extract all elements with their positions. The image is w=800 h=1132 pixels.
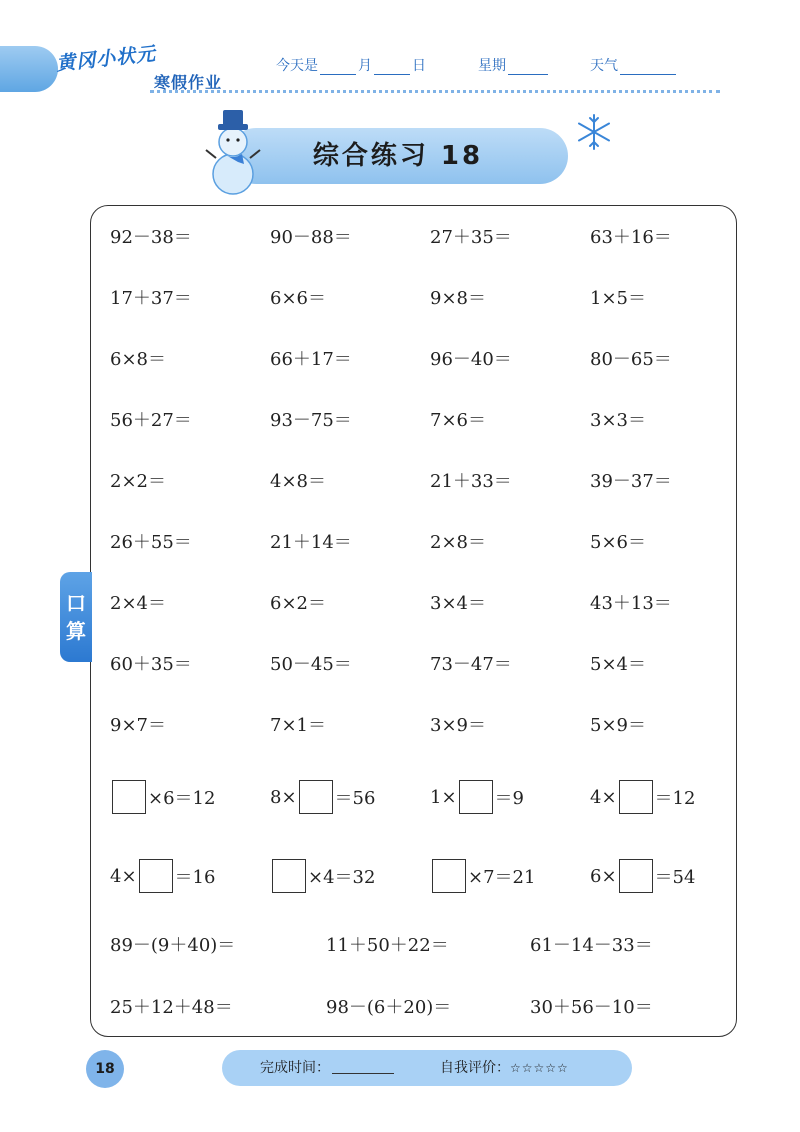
box-problem xyxy=(590,858,695,894)
answer-box[interactable] xyxy=(272,859,306,893)
problem: 26＋55＝ xyxy=(110,532,192,553)
problem: 3×9＝ xyxy=(430,715,486,736)
problem: 4×8＝ xyxy=(270,471,326,492)
brand-name: 黄冈小状元 xyxy=(55,42,158,76)
problem: 27＋35＝ xyxy=(430,227,512,248)
problem: 21＋33＝ xyxy=(430,471,512,492)
problem: 43＋13＝ xyxy=(590,593,672,614)
problem: 2×2＝ xyxy=(110,471,166,492)
footer-bar xyxy=(222,1050,632,1086)
answer-box[interactable] xyxy=(619,859,653,893)
answer-box[interactable] xyxy=(459,780,493,814)
header-dotted-line xyxy=(150,90,720,93)
box-problem-before: 1× xyxy=(430,786,457,808)
problem: 6×6＝ xyxy=(270,288,326,309)
problem: 80－65＝ xyxy=(590,349,672,370)
answer-box[interactable] xyxy=(432,859,466,893)
box-problem-after: ＝9 xyxy=(494,788,524,809)
problem: 7×1＝ xyxy=(270,715,326,736)
box-problem-before: 8× xyxy=(270,786,297,808)
time-blank[interactable] xyxy=(332,1063,394,1074)
mixed-problem: 11＋50＋22＝ xyxy=(326,935,449,956)
eval-label: 自我评价： xyxy=(440,1060,510,1076)
box-problem xyxy=(110,779,215,815)
problem: 92－38＝ xyxy=(110,227,192,248)
today-label: 今天是 xyxy=(276,58,318,74)
answer-box[interactable] xyxy=(619,780,653,814)
answer-box[interactable] xyxy=(112,780,146,814)
weekday-field xyxy=(478,55,550,75)
mixed-problem: 89－(9＋40)＝ xyxy=(110,935,236,956)
month-blank[interactable] xyxy=(320,60,356,75)
answer-box[interactable] xyxy=(139,859,173,893)
problem: 63＋16＝ xyxy=(590,227,672,248)
problem: 5×6＝ xyxy=(590,532,646,553)
page-number: 18 xyxy=(86,1050,124,1088)
problem: 3×4＝ xyxy=(430,593,486,614)
box-problem-before: 6× xyxy=(590,865,617,887)
mixed-problem: 30＋56－10＝ xyxy=(530,997,653,1018)
box-problem-after: ＝54 xyxy=(654,867,696,888)
box-problem xyxy=(430,779,524,815)
problem: 2×4＝ xyxy=(110,593,166,614)
box-problem xyxy=(430,858,535,894)
problem: 6×2＝ xyxy=(270,593,326,614)
problem: 1×5＝ xyxy=(590,288,646,309)
box-problem-after: ＝12 xyxy=(654,788,696,809)
self-evaluation xyxy=(440,1050,569,1086)
exercise-box xyxy=(90,205,737,1037)
side-tab-char-2: 算 xyxy=(66,619,86,643)
problem: 9×8＝ xyxy=(430,288,486,309)
box-problem xyxy=(270,779,375,815)
side-tab-char-1: 口 xyxy=(66,591,86,615)
weather-label: 天气 xyxy=(590,58,618,74)
problem: 56＋27＝ xyxy=(110,410,192,431)
problem: 2×8＝ xyxy=(430,532,486,553)
rating-stars[interactable]: ☆☆☆☆☆ xyxy=(510,1061,569,1075)
problem: 9×7＝ xyxy=(110,715,166,736)
mixed-problem: 25＋12＋48＝ xyxy=(110,997,233,1018)
problem: 17＋37＝ xyxy=(110,288,192,309)
day-blank[interactable] xyxy=(374,60,410,75)
answer-box[interactable] xyxy=(299,780,333,814)
day-label: 日 xyxy=(412,58,426,74)
problem: 50－45＝ xyxy=(270,654,352,675)
weekday-blank[interactable] xyxy=(508,60,548,75)
box-problem-before: 4× xyxy=(110,865,137,887)
brand-subtitle: 寒假作业 xyxy=(154,73,223,92)
problem: 66＋17＝ xyxy=(270,349,352,370)
box-problem-after: ×7＝21 xyxy=(468,867,536,888)
weather-blank[interactable] xyxy=(620,60,676,75)
box-problem-before: 4× xyxy=(590,786,617,808)
problem: 73－47＝ xyxy=(430,654,512,675)
box-problem-after: ＝56 xyxy=(334,788,376,809)
box-problem xyxy=(110,858,215,894)
problem: 96－40＝ xyxy=(430,349,512,370)
box-problem-after: ×4＝32 xyxy=(308,867,376,888)
problem: 21＋14＝ xyxy=(270,532,352,553)
weekday-label: 星期 xyxy=(478,58,506,74)
problem: 93－75＝ xyxy=(270,410,352,431)
problem: 90－88＝ xyxy=(270,227,352,248)
month-label: 月 xyxy=(358,58,372,74)
page-title: 综合练习 18 xyxy=(312,141,484,171)
problem: 5×9＝ xyxy=(590,715,646,736)
problem: 5×4＝ xyxy=(590,654,646,675)
mixed-problem: 61－14－33＝ xyxy=(530,935,653,956)
problem: 60＋35＝ xyxy=(110,654,192,675)
problem: 7×6＝ xyxy=(430,410,486,431)
box-problem-after: ×6＝12 xyxy=(148,788,216,809)
problem: 39－37＝ xyxy=(590,471,672,492)
completion-time xyxy=(260,1050,396,1086)
snowman-icon xyxy=(198,104,268,196)
problem: 6×8＝ xyxy=(110,349,166,370)
box-problem xyxy=(270,858,375,894)
side-tab-oral-calc xyxy=(60,572,92,662)
box-problem-after: ＝16 xyxy=(174,867,216,888)
time-label: 完成时间： xyxy=(260,1060,330,1076)
date-field xyxy=(276,55,426,75)
box-problem xyxy=(590,779,695,815)
snowflake-icon xyxy=(574,112,614,152)
brand-tab xyxy=(0,46,58,92)
weather-field xyxy=(590,55,678,75)
problem: 3×3＝ xyxy=(590,410,646,431)
mixed-problem: 98－(6＋20)＝ xyxy=(326,997,452,1018)
